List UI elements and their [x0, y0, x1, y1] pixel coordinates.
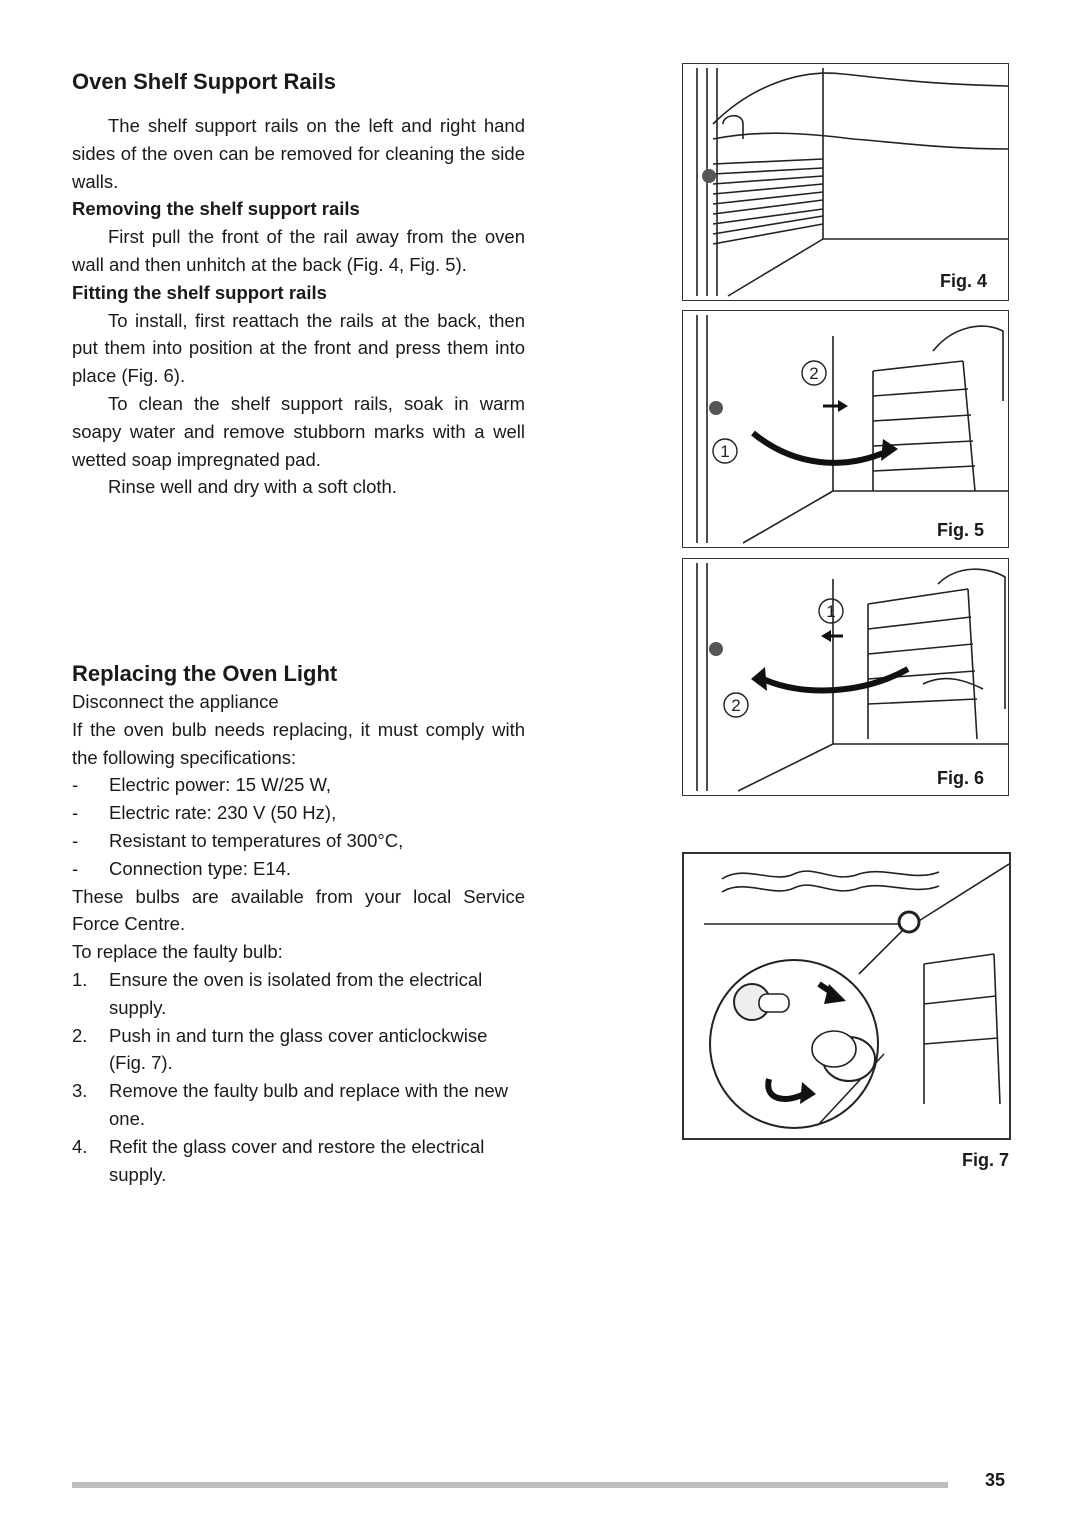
cleaning-paragraph: To clean the shelf support rails, soak in warm soapy water and remove stubborn marks with a well wetted soap impregnated pad.	[72, 392, 525, 470]
removing-paragraph: First pull the front of the rail away from the oven wall and then unhitch at the back (Fig. 4, Fig. 5).	[72, 226, 525, 275]
figure-6-caption: Fig. 6	[937, 768, 985, 788]
figure-6-illustration	[682, 558, 1009, 796]
shelf-rail-fitting-icon	[683, 559, 1008, 795]
list-text: Push in and turn the glass cover anticlockwise (Fig. 7).	[109, 1024, 488, 1074]
list-marker: -	[72, 857, 79, 879]
oven-light-bulb-icon	[684, 854, 1009, 1138]
figure-4-caption: Fig. 4	[940, 271, 988, 291]
fitting-heading: Fitting the shelf support rails	[72, 281, 327, 303]
rinse-paragraph: Rinse well and dry with a soft cloth.	[108, 476, 397, 498]
list-marker: 4.	[72, 1135, 88, 1157]
figure-7-caption: Fig. 7	[962, 1150, 1010, 1170]
list-marker: -	[72, 774, 79, 796]
steps-list	[72, 966, 525, 1188]
list-item	[72, 1022, 525, 1078]
step-2-label: 2	[809, 364, 819, 383]
figure-5-illustration	[682, 310, 1009, 548]
fitting-paragraph: To install, first reattach the rails at the back, then put them into position at the front and press them into place (Fig. 6).	[72, 309, 525, 387]
list-text: Connection type: E14.	[109, 857, 292, 879]
list-marker: 1.	[72, 968, 88, 990]
removing-heading: Removing the shelf support rails	[72, 198, 360, 220]
list-marker: 2.	[72, 1024, 88, 1046]
step-1-label: 1	[720, 442, 730, 461]
section-replacing-oven-light	[72, 660, 525, 1188]
footer-rule	[72, 1482, 948, 1488]
section-title: Replacing the Oven Light	[72, 661, 338, 686]
list-marker: 3.	[72, 1080, 88, 1102]
list-text: Electric power: 15 W/25 W,	[109, 774, 332, 796]
list-item	[72, 966, 525, 1022]
list-text: Ensure the oven is isolated from the electrical supply.	[109, 968, 483, 1018]
list-text: Resistant to temperatures of 300°C,	[109, 829, 404, 851]
list-item	[72, 827, 525, 855]
spec-list	[72, 771, 525, 882]
shelf-rail-unhitch-icon	[683, 311, 1008, 547]
list-text: Refit the glass cover and restore the electrical supply.	[109, 1135, 485, 1185]
step-1-label: 1	[826, 602, 836, 621]
spec-intro: If the oven bulb needs replacing, it must comply with the following specifications:	[72, 718, 525, 768]
figure-4-illustration	[682, 63, 1009, 301]
intro-paragraph: The shelf support rails on the left and right hand sides of the oven can be removed for cleaning the side walls.	[72, 115, 525, 192]
list-item	[72, 771, 525, 799]
disconnect-line: Disconnect the appliance	[72, 691, 279, 712]
availability-paragraph: These bulbs are available from your local Service Force Centre.	[72, 885, 525, 935]
list-item	[72, 1133, 525, 1189]
section-title: Oven Shelf Support Rails	[72, 69, 337, 94]
figure-7-illustration	[682, 852, 1011, 1140]
list-item	[72, 799, 525, 827]
list-marker: -	[72, 829, 79, 851]
list-item	[72, 1077, 525, 1133]
page-number: 35	[985, 1470, 1006, 1490]
section-oven-shelf-support-rails	[72, 68, 525, 501]
step-2-label: 2	[731, 696, 741, 715]
list-item	[72, 855, 525, 883]
list-marker: -	[72, 802, 79, 824]
shelf-rail-removal-icon	[683, 64, 1008, 300]
replace-intro: To replace the faulty bulb:	[72, 941, 283, 963]
figure-5-caption: Fig. 5	[937, 520, 985, 540]
list-text: Remove the faulty bulb and replace with the new one.	[109, 1080, 509, 1129]
list-text: Electric rate: 230 V (50 Hz),	[109, 802, 337, 824]
